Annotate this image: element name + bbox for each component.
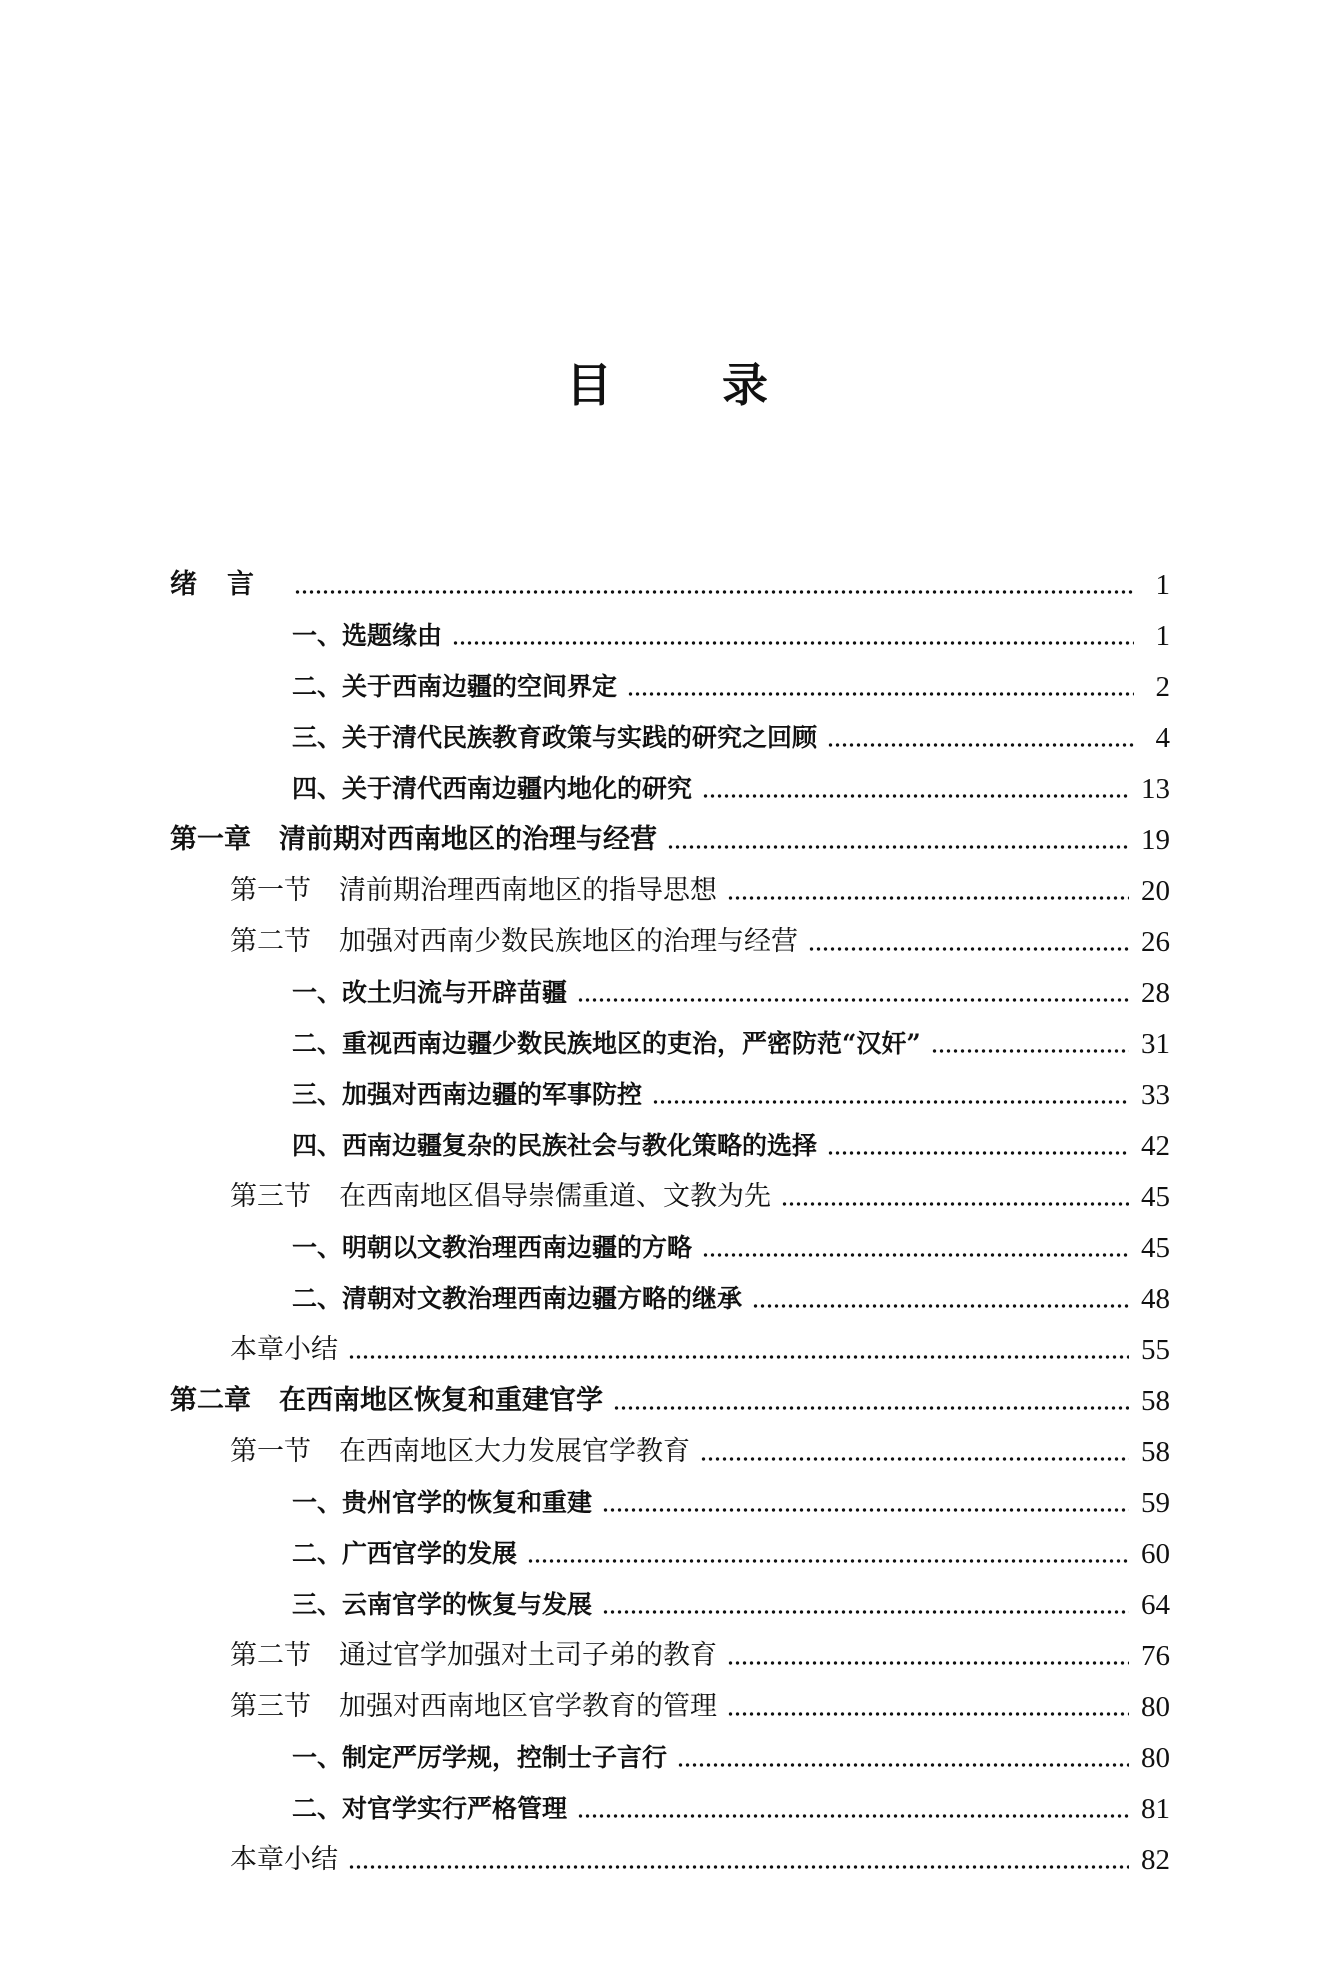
toc-entry-label: 一、制定严厉学规，控制士子言行 <box>292 1743 668 1772</box>
section-number: 第二节 <box>230 926 311 957</box>
toc-entry-section[interactable] <box>230 1634 1170 1674</box>
page-title: 目录 <box>566 358 878 412</box>
toc-entry-item[interactable] <box>292 665 1170 705</box>
toc-entry-label <box>230 1689 727 1725</box>
toc-entry-label <box>230 1434 700 1470</box>
toc-entry-label <box>230 873 727 909</box>
toc-entry-label: 本章小结 <box>230 1844 338 1875</box>
dot-leader <box>702 1230 1129 1266</box>
dot-leader <box>602 1485 1129 1521</box>
toc-entry-page: 4 <box>1155 722 1170 754</box>
section-number: 第二节 <box>230 1640 311 1671</box>
toc-entry-page: 1 <box>1155 620 1170 652</box>
dot-leader <box>577 1791 1129 1827</box>
toc-entry-page: 58 <box>1141 1436 1170 1468</box>
toc-entry-page: 20 <box>1141 875 1170 907</box>
toc-entry-item[interactable] <box>292 971 1170 1011</box>
toc-entry-item[interactable] <box>292 1022 1170 1062</box>
toc-entry-page: 48 <box>1141 1283 1170 1315</box>
dot-leader <box>677 1740 1129 1776</box>
toc-entry-summary[interactable] <box>230 1328 1170 1368</box>
chapter-number: 第一章 <box>170 824 251 855</box>
toc-entry-label: 二、关于西南边疆的空间界定 <box>292 672 618 701</box>
toc-entry-page: 76 <box>1141 1640 1170 1672</box>
toc-entry-page: 31 <box>1141 1028 1170 1060</box>
toc-entry-section[interactable] <box>230 869 1170 909</box>
toc-entry-item[interactable] <box>292 767 1170 807</box>
toc-entry-label: 三、云南官学的恢复与发展 <box>292 1590 593 1619</box>
toc-entry-page: 82 <box>1141 1844 1170 1876</box>
toc-entry-label: 绪言 <box>170 569 284 600</box>
toc-entry-page: 45 <box>1141 1232 1170 1264</box>
toc-entry-label: 二、重视西南边疆少数民族地区的吏治，严密防范“汉奸” <box>292 1029 921 1058</box>
toc-entry-page: 33 <box>1141 1079 1170 1111</box>
toc-entry-label <box>170 822 667 858</box>
toc-entry-section[interactable] <box>230 1430 1170 1470</box>
toc-entry-chapter[interactable] <box>170 818 1170 858</box>
toc-entry-item[interactable] <box>292 1736 1170 1776</box>
toc-entry-page: 45 <box>1141 1181 1170 1213</box>
toc-entry-section[interactable] <box>230 1685 1170 1725</box>
section-number: 第一节 <box>230 1436 311 1467</box>
dot-leader <box>294 567 1134 603</box>
toc-entry-chapter[interactable] <box>170 1379 1170 1419</box>
dot-leader <box>667 822 1129 858</box>
dot-leader <box>348 1842 1129 1878</box>
section-title: 加强对西南少数民族地区的治理与经营 <box>339 926 798 957</box>
section-title: 通过官学加强对土司子弟的教育 <box>339 1640 717 1671</box>
toc-entry-item[interactable] <box>292 614 1170 654</box>
toc-entry-summary[interactable] <box>230 1838 1170 1878</box>
toc-entry-page: 19 <box>1141 824 1170 856</box>
dot-leader <box>727 1689 1129 1725</box>
chapter-title: 清前期对西南地区的治理与经营 <box>279 824 657 855</box>
dot-leader <box>527 1536 1129 1572</box>
dot-leader <box>827 720 1134 756</box>
dot-leader <box>931 1026 1129 1062</box>
dot-leader <box>808 924 1129 960</box>
toc-entry-page: 80 <box>1141 1691 1170 1723</box>
toc-entry-item[interactable] <box>292 1226 1170 1266</box>
toc-entry-label: 二、广西官学的发展 <box>292 1539 518 1568</box>
toc-entry-label <box>230 924 808 960</box>
toc-entry-page: 59 <box>1141 1487 1170 1519</box>
section-title: 在西南地区倡导崇儒重道、文教为先 <box>339 1181 771 1212</box>
toc-entry-label: 一、改土归流与开辟苗疆 <box>292 978 568 1007</box>
section-number: 第三节 <box>230 1691 311 1722</box>
dot-leader <box>602 1587 1129 1623</box>
dot-leader <box>700 1434 1129 1470</box>
toc-entry-label <box>230 1179 781 1215</box>
toc-entry-label: 本章小结 <box>230 1334 338 1365</box>
toc-entry-page: 60 <box>1141 1538 1170 1570</box>
dot-leader <box>348 1332 1129 1368</box>
toc-entry-page: 64 <box>1141 1589 1170 1621</box>
toc-entry-label: 四、西南边疆复杂的民族社会与教化策略的选择 <box>292 1131 818 1160</box>
toc-entry-item[interactable] <box>292 1532 1170 1572</box>
toc-entry-page: 2 <box>1155 671 1170 703</box>
toc-entry-page: 28 <box>1141 977 1170 1009</box>
dot-leader <box>727 873 1129 909</box>
dot-leader <box>827 1128 1129 1164</box>
toc-entry-item[interactable] <box>292 1124 1170 1164</box>
toc-entry-item[interactable] <box>292 1583 1170 1623</box>
chapter-number: 第二章 <box>170 1385 251 1416</box>
toc-entry-page: 26 <box>1141 926 1170 958</box>
toc-entry-item[interactable] <box>292 1277 1170 1317</box>
section-number: 第三节 <box>230 1181 311 1212</box>
toc-entry-page: 80 <box>1141 1742 1170 1774</box>
section-title: 在西南地区大力发展官学教育 <box>339 1436 690 1467</box>
toc-entry-section[interactable] <box>230 920 1170 960</box>
toc-entry-label: 三、关于清代民族教育政策与实践的研究之回顾 <box>292 723 818 752</box>
toc-entry-label: 二、对官学实行严格管理 <box>292 1794 568 1823</box>
toc-entry-label <box>170 1383 613 1419</box>
dot-leader <box>452 618 1134 654</box>
section-title: 加强对西南地区官学教育的管理 <box>339 1691 717 1722</box>
toc-entry-item[interactable] <box>292 1073 1170 1113</box>
section-number: 第一节 <box>230 875 311 906</box>
dot-leader <box>652 1077 1129 1113</box>
toc-entry-page: 81 <box>1141 1793 1170 1825</box>
toc-entry-label: 一、选题缘由 <box>292 621 443 650</box>
toc-entry-label: 一、贵州官学的恢复和重建 <box>292 1488 593 1517</box>
dot-leader <box>577 975 1129 1011</box>
toc-entry-page: 13 <box>1141 773 1170 805</box>
dot-leader <box>781 1179 1129 1215</box>
toc-entry-section[interactable] <box>230 1175 1170 1215</box>
toc-entry-intro[interactable] <box>170 563 1170 603</box>
toc-entry-page: 55 <box>1141 1334 1170 1366</box>
toc-entry-page: 42 <box>1141 1130 1170 1162</box>
toc-entry-label <box>230 1638 727 1674</box>
toc-entry-item[interactable] <box>292 716 1170 756</box>
dot-leader <box>752 1281 1129 1317</box>
toc-entry-label: 二、清朝对文教治理西南边疆方略的继承 <box>292 1284 743 1313</box>
dot-leader <box>702 771 1129 807</box>
toc-entry-label: 一、明朝以文教治理西南边疆的方略 <box>292 1233 693 1262</box>
toc-entry-label: 四、关于清代西南边疆内地化的研究 <box>292 774 693 803</box>
dot-leader <box>727 1638 1129 1674</box>
chapter-title: 在西南地区恢复和重建官学 <box>279 1385 603 1416</box>
dot-leader <box>613 1383 1129 1419</box>
dot-leader <box>627 669 1134 705</box>
toc-entry-page: 58 <box>1141 1385 1170 1417</box>
toc-entry-item[interactable] <box>292 1481 1170 1521</box>
section-title: 清前期治理西南地区的指导思想 <box>339 875 717 906</box>
toc-entry-item[interactable] <box>292 1787 1170 1827</box>
toc-entry-label: 三、加强对西南边疆的军事防控 <box>292 1080 643 1109</box>
toc-entry-page: 1 <box>1155 569 1170 601</box>
